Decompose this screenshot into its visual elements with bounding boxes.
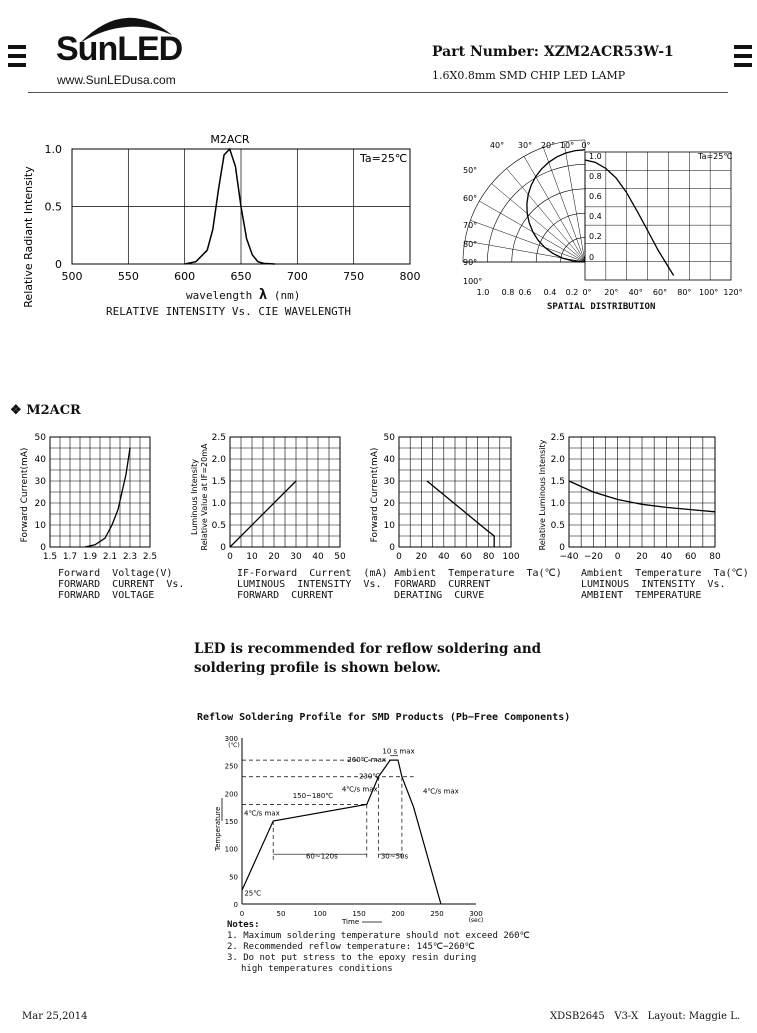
part-number: Part Number: XZM2ACR53W-1 [432,44,674,60]
ytick-label: 2.5 [550,433,565,443]
ann-4cs-top: 4℃/s max [341,785,378,794]
spatial-top-angle: 0° [581,141,591,150]
spatial-bottom-left: 1.0 [476,288,490,297]
reflow-xlabel: Time [342,918,360,925]
ytick-label: 0.5 [211,521,226,531]
footer-date: Mar 25,2014 [22,1011,88,1022]
chart-forward-current-vs-voltage [15,425,175,570]
reco-line-2: soldering profile is shown below. [194,660,441,676]
spectrum-xlabel-line [186,287,300,303]
spectrum-xtick: 800 [399,270,421,283]
spectrum-xtick: 600 [174,270,196,283]
ytick-label: 10 [34,521,46,531]
spectrum-xtick: 700 [286,270,308,283]
xtick-label: 10 [246,552,258,562]
xtick-label: 0 [227,552,233,562]
ann-4cs-right: 4℃/s max [422,787,459,796]
c2-caption: IF-Forward Current (mA) LUMINOUS INTENSITY Vs. FORWARD CURRENT [237,568,388,601]
ytick-label: 50 [34,433,46,443]
ytick-label: 0 [559,543,565,553]
spatial-ta: Ta=25℃ [698,152,733,161]
reflow-notes [227,920,530,975]
xtick-label: 40 [312,552,324,562]
spatial-top-angle: 10° [559,141,575,150]
c3-caption: Ambient Temperature Ta(℃) FORWARD CURRENT DERATING CURVE [394,568,562,601]
spectrum-ylabel: Relative Radiant Intensity [22,166,35,308]
ytick-label: 1.5 [550,477,565,487]
spatial-left-angle: 50° [463,166,478,175]
reflow-xunit: (sec) [468,917,484,924]
spectrum-xtick: 550 [117,270,139,283]
footer-doc: XDSB2645 [550,1011,605,1022]
ytick-label: 1.5 [211,477,226,487]
spatial-left-angle: 90° [463,258,478,267]
ytick-label: 2.0 [211,455,226,465]
xtick-label: 20 [636,552,648,562]
footer-doc-info [550,1011,740,1022]
diamond-bullet-icon: ❖ [10,403,22,418]
xtick-label: 0 [614,552,621,562]
spectrum-ytick: 1.0 [44,143,62,156]
xtick-label: 100 [502,552,520,562]
c3-ylabel: Forward Current(mA) [370,447,380,543]
ytick-label: 2.5 [211,433,226,443]
ann-4cs-left: 4℃/s max [244,809,280,818]
reflow-xtick: 150 [352,910,366,918]
reflow-title: Reflow Soldering Profile for SMD Products (Pb−Free Components) [197,712,571,723]
xtick-label: 2.3 [122,552,138,562]
spectrum-xlabel: wavelength [186,289,253,302]
ytick-label: 50 [383,433,395,443]
spatial-inner-scale: 0.2 [589,232,602,241]
note-3b: high temperatures conditions [241,964,393,974]
header-right-bars [734,45,752,72]
xtick-label: −40 [559,552,579,562]
reflow-recommendation [194,640,541,678]
ytick-label: 0 [40,543,46,553]
reflow-xtick: 50 [276,910,286,918]
ann-150-180: 150~180℃ [292,791,334,800]
spatial-bottom-right: 120° [723,288,743,297]
xtick-label: 2.1 [102,552,118,562]
spatial-bottom-right: 20° [604,288,619,297]
ytick-label: 0 [220,543,226,553]
xtick-label: 80 [482,552,495,562]
spatial-inner-scale: 0.4 [589,212,602,221]
spatial-bottom-right: 0° [582,288,592,297]
ann-230: 230℃ [359,772,381,781]
reflow-ytick: 100 [224,845,238,854]
reflow-xtick: 0 [239,910,245,918]
ytick-label: 1.0 [550,499,565,509]
reflow-ylabel: Temperature [214,806,222,851]
spatial-bottom-left: 0.8 [501,288,515,297]
ytick-label: 10 [383,521,395,531]
section-title: M2ACR [26,403,81,418]
c4-ylabel: Relative Luminous Intensity [538,439,547,551]
spectrum-ytick: 0.5 [44,200,62,214]
spectrum-xtick: 500 [61,270,83,283]
reflow-xtick: 200 [391,910,405,918]
xtick-label: 40 [438,552,450,562]
footer-version: V3-X [614,1011,639,1022]
xtick-label: 30 [290,552,302,562]
reflow-yunit: (℃) [228,742,240,749]
chart-derating-curve [365,425,535,570]
reflow-profile-curve [242,760,441,904]
ann-30-50: 30~50s [380,852,409,861]
spectrum-xtick: 650 [230,270,252,283]
spatial-bottom-right: 60° [652,288,668,297]
reflow-xtick: 250 [430,910,444,918]
note-3a: 3. Do not put stress to the epoxy resin during [227,953,477,963]
ann-60-120: 60~120s [305,852,338,861]
spatial-top-angle: 20° [540,141,556,150]
ytick-label: 40 [34,455,46,465]
spatial-caption: SPATIAL DISTRIBUTION [547,302,656,312]
ytick-label: 30 [383,477,395,487]
spatial-left-angle: 60° [463,194,478,203]
reflow-ytick: 200 [224,790,238,799]
spatial-chart [455,135,755,315]
reflow-ytick: 300 [224,735,238,743]
reflow-ytick: 0 [233,901,238,909]
spectrum-ytick: 0 [55,258,62,271]
part-description: 1.6X0.8mm SMD CHIP LED LAMP [432,69,626,82]
note-2: 2. Recommended reflow temperature: 145℃−260℃ [227,942,475,952]
note-1: 1. Maximum soldering temperature should not exceed 260℃ [227,931,530,941]
xtick-label: −20 [583,552,603,562]
xtick-label: 20 [415,552,428,562]
spatial-bottom-left: 0.4 [543,288,557,297]
reflow-xtick: 100 [313,910,327,918]
xtick-label: 1.5 [42,552,58,562]
reflow-chart [205,730,505,925]
spectrum-xtick: 750 [343,270,365,283]
ann-260: 260℃ max [347,755,387,764]
c2-ylabel1: Luminous Intensity [190,459,199,535]
c4-caption: Ambient Temperature Ta(℃) LUMINOUS INTENSITY Vs. AMBIENT TEMPERATURE [581,568,749,601]
spectrum-ta: Ta=25℃ [360,152,408,165]
xtick-label: 40 [660,552,673,562]
spatial-top-angle: 30° [517,141,533,150]
ytick-label: 20 [383,499,395,509]
reflow-ytick: 50 [229,873,238,882]
xtick-label: 2.5 [142,552,158,562]
ytick-label: 20 [34,499,46,509]
spatial-bottom-right: 80° [677,288,692,297]
spatial-bottom-left: 0.6 [518,288,532,297]
header-left-bars [8,45,26,72]
spatial-left-angle: 80° [463,240,478,249]
chart-luminous-vs-temperature [535,425,735,570]
ytick-label: 0.5 [550,521,565,531]
spectrum-unit: (nm) [273,289,301,302]
spectrum-title: M2ACR [210,133,250,146]
spatial-left-angle: 100° [463,277,483,286]
spectrum-caption: RELATIVE INTENSITY Vs. CIE WAVELENGTH [106,305,352,318]
ytick-label: 40 [383,455,395,465]
xtick-label: 60 [684,552,697,562]
ann-25: 25℃ [244,889,262,898]
logo-name: SunLED [56,30,183,68]
section-heading [10,403,81,418]
logo-url[interactable]: www.SunLEDusa.com [57,73,176,87]
spatial-inner-scale: 0 [589,253,595,262]
ytick-label: 1.0 [211,499,226,509]
spatial-inner-scale: 0.6 [589,192,602,201]
c1-curve [85,448,130,547]
lambda-symbol: λ [258,287,268,303]
spatial-inner-scale: 0.8 [589,172,602,181]
reflow-ytick: 150 [224,818,238,826]
c1-ylabel: Forward Current(mA) [20,447,30,543]
ytick-label: 2.0 [550,455,565,465]
xtick-label: 0 [396,552,402,562]
xtick-label: 1.7 [62,552,78,562]
xtick-label: 60 [460,552,472,562]
reflow-xtick: 300 [469,910,483,918]
spatial-bottom-left: 0.2 [565,288,579,297]
ytick-label: 30 [34,477,46,487]
xtick-label: 50 [334,552,346,562]
spatial-bottom-right: 100° [699,288,719,297]
c2-ylabel2: Relative Value at IF=20mA [200,443,209,551]
xtick-label: 80 [709,552,721,562]
header-divider [28,92,728,93]
reflow-ytick: 250 [224,762,238,771]
notes-title: Notes: [227,920,260,930]
spatial-bottom-right: 40° [628,288,643,297]
chart-luminous-vs-current [188,425,358,570]
c1-caption: Forward Voltage(V) FORWARD CURRENT Vs. FORWARD VOLTAGE [58,568,185,601]
spatial-top-angle: 40° [489,141,505,150]
ann-10s: 10 s max [382,747,415,756]
spatial-left-angle: 70° [463,221,478,230]
ytick-label: 0 [389,543,395,553]
footer-layout: Layout: Maggie L. [647,1011,741,1022]
reco-line-1: LED is recommended for reflow soldering and [194,641,542,657]
xtick-label: 20 [268,552,280,562]
xtick-label: 1.9 [82,552,98,562]
spatial-inner-scale: 1.0 [589,152,602,161]
